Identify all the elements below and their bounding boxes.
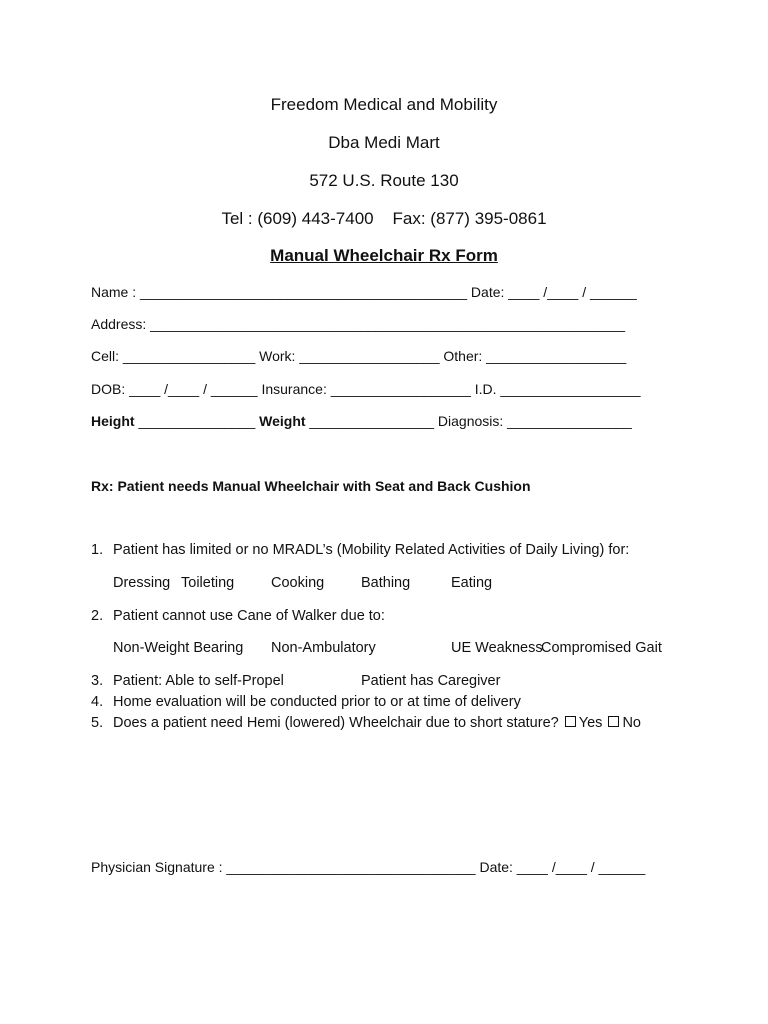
item-5-number: 5. — [91, 715, 104, 731]
item-1-text: Patient has limited or no MRADL’s (Mobility Related Activities of Daily Living) for: — [113, 542, 630, 558]
weight-label: Weight — [259, 413, 306, 429]
option-patient-has-caregiver[interactable]: Patient has Caregiver — [361, 673, 501, 689]
form-title — [0, 246, 768, 266]
contact-numbers: Tel : (609) 443-7400 Fax: (877) 395-0861 — [221, 209, 547, 228]
rx-statement: Rx: Patient needs Manual Wheelchair with Seat and Back Cushion — [91, 478, 531, 494]
option-bathing[interactable]: Bathing — [361, 575, 411, 591]
no-label: No — [622, 715, 641, 731]
height-weight-diagnosis-fields[interactable] — [91, 413, 691, 429]
yes-label: Yes — [578, 715, 603, 731]
height-label: Height — [91, 413, 135, 429]
option-dressing[interactable]: Dressing — [113, 575, 171, 591]
item-5-text: Does a patient need Hemi (lowered) Wheelchair due to short stature? — [113, 715, 559, 731]
yes-checkbox[interactable] — [565, 716, 576, 727]
height-blank[interactable]: _______________ — [134, 413, 260, 429]
item-2-number: 2. — [91, 608, 104, 624]
dba-name: Dba Medi Mart — [328, 133, 440, 152]
address-field[interactable]: Address: _____________________________________________________________ — [91, 316, 626, 332]
no-checkbox[interactable] — [608, 716, 619, 727]
item-1-number: 1. — [91, 542, 104, 558]
item-3-number: 3. — [91, 673, 104, 689]
form-title-text: Manual Wheelchair Rx Form — [270, 246, 498, 265]
company-address: 572 U.S. Route 130 — [309, 171, 459, 190]
option-non-weight-bearing[interactable]: Non-Weight Bearing — [113, 640, 244, 656]
option-cooking[interactable]: Cooking — [271, 575, 325, 591]
item-4-number: 4. — [91, 694, 104, 710]
phone-fields[interactable]: Cell: _________________ Work: __________________ Other: __________________ — [91, 348, 627, 364]
item-3-text[interactable]: Patient: Able to self-Propel — [113, 673, 284, 689]
item-2-text: Patient cannot use Cane of Walker due to: — [113, 608, 385, 624]
weight-diagnosis-blanks[interactable]: ________________ Diagnosis: ________________ — [305, 413, 632, 429]
option-eating[interactable]: Eating — [451, 575, 493, 591]
company-name: Freedom Medical and Mobility — [270, 95, 498, 114]
physician-signature-field[interactable]: Physician Signature : ________________________________ Date: ____ /____ / ______ — [91, 859, 646, 875]
option-toileting[interactable]: Toileting — [181, 575, 235, 591]
option-compromised-gait[interactable]: Compromised Gait — [541, 640, 662, 656]
dob-insurance-fields[interactable]: DOB: ____ /____ / ______ Insurance: __________________ I.D. __________________ — [91, 381, 641, 397]
option-non-ambulatory[interactable]: Non-Ambulatory — [271, 640, 376, 656]
option-ue-weakness[interactable]: UE Weakness — [451, 640, 543, 656]
item-4-text: Home evaluation will be conducted prior to or at time of delivery — [113, 694, 521, 710]
item-5-row — [113, 715, 641, 731]
name-date-field[interactable]: Name : __________________________________________ Date: ____ /____ / ______ — [91, 284, 637, 300]
